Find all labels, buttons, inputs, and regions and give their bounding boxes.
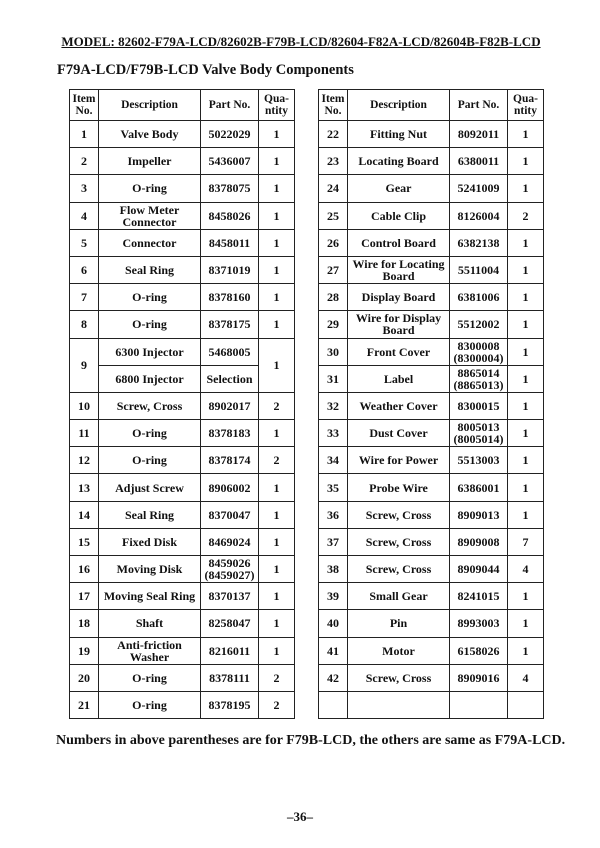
quantity: 1 — [259, 474, 295, 501]
quantity: 2 — [259, 664, 295, 691]
column-gap — [295, 202, 319, 229]
quantity: 1 — [259, 501, 295, 528]
part-number: 8458011 — [201, 229, 259, 256]
part-number — [450, 691, 508, 718]
quantity: 1 — [508, 121, 544, 148]
part-number: 8909008 — [450, 528, 508, 555]
quantity: 1 — [259, 229, 295, 256]
header-item-no: Item No. — [70, 90, 99, 121]
part-number: 8371019 — [201, 256, 259, 283]
item-number: 39 — [319, 583, 348, 610]
part-number: 8378195 — [201, 691, 259, 718]
description: Anti-friction Washer — [99, 637, 201, 664]
description: Locating Board — [348, 148, 450, 175]
part-number: 5513003 — [450, 447, 508, 474]
quantity: 1 — [508, 365, 544, 392]
part-number: Selection — [201, 365, 259, 392]
header-part-no: Part No. — [201, 90, 259, 121]
table-header-row — [70, 90, 544, 121]
table-row — [70, 256, 544, 283]
column-gap — [295, 556, 319, 583]
quantity — [508, 691, 544, 718]
description: Screw, Cross — [348, 664, 450, 691]
quantity: 7 — [508, 528, 544, 555]
description: Fixed Disk — [99, 528, 201, 555]
table-row — [70, 610, 544, 637]
description: Display Board — [348, 284, 450, 311]
item-number: 23 — [319, 148, 348, 175]
quantity: 1 — [508, 148, 544, 175]
quantity: 4 — [508, 556, 544, 583]
item-number — [319, 691, 348, 718]
quantity: 1 — [508, 229, 544, 256]
quantity: 1 — [508, 175, 544, 202]
part-number: 8909013 — [450, 501, 508, 528]
item-number: 13 — [70, 474, 99, 501]
quantity: 1 — [508, 338, 544, 365]
description: Front Cover — [348, 338, 450, 365]
item-number: 28 — [319, 284, 348, 311]
part-number: 8241015 — [450, 583, 508, 610]
table-row — [70, 121, 544, 148]
quantity: 1 — [508, 256, 544, 283]
table-row — [70, 556, 544, 583]
item-number: 18 — [70, 610, 99, 637]
description: Pin — [348, 610, 450, 637]
table-row — [70, 229, 544, 256]
table-row — [70, 691, 544, 718]
quantity: 1 — [508, 284, 544, 311]
item-number: 15 — [70, 528, 99, 555]
description: O-ring — [99, 175, 201, 202]
description: Impeller — [99, 148, 201, 175]
part-number: 8902017 — [201, 392, 259, 419]
column-gap — [295, 90, 319, 121]
item-number: 30 — [319, 338, 348, 365]
part-number: 5468005 — [201, 338, 259, 365]
quantity: 2 — [259, 447, 295, 474]
description: Dust Cover — [348, 420, 450, 447]
column-gap — [295, 474, 319, 501]
part-number: 8370047 — [201, 501, 259, 528]
description: O-ring — [99, 284, 201, 311]
part-number: 8300008 (8300004) — [450, 338, 508, 365]
column-gap — [295, 610, 319, 637]
column-gap — [295, 284, 319, 311]
description: Screw, Cross — [348, 528, 450, 555]
table-row — [70, 365, 544, 392]
item-number: 26 — [319, 229, 348, 256]
quantity: 1 — [508, 474, 544, 501]
part-number: 5436007 — [201, 148, 259, 175]
item-number: 14 — [70, 501, 99, 528]
quantity: 1 — [508, 420, 544, 447]
quantity: 4 — [508, 664, 544, 691]
part-number: 5022029 — [201, 121, 259, 148]
part-number: 8378174 — [201, 447, 259, 474]
column-gap — [295, 583, 319, 610]
part-number: 6381006 — [450, 284, 508, 311]
item-number: 6 — [70, 256, 99, 283]
components-table — [69, 89, 544, 719]
column-gap — [295, 691, 319, 718]
item-number: 25 — [319, 202, 348, 229]
quantity: 1 — [259, 148, 295, 175]
table-row — [70, 148, 544, 175]
item-number: 4 — [70, 202, 99, 229]
description: O-ring — [99, 420, 201, 447]
column-gap — [295, 501, 319, 528]
column-gap — [295, 365, 319, 392]
table-row — [70, 284, 544, 311]
column-gap — [295, 392, 319, 419]
description: Adjust Screw — [99, 474, 201, 501]
item-number: 33 — [319, 420, 348, 447]
item-number: 19 — [70, 637, 99, 664]
column-gap — [295, 175, 319, 202]
quantity: 2 — [259, 691, 295, 718]
description: Probe Wire — [348, 474, 450, 501]
quantity: 1 — [259, 528, 295, 555]
quantity: 1 — [259, 610, 295, 637]
table-row — [70, 338, 544, 365]
column-gap — [295, 528, 319, 555]
part-number: 8370137 — [201, 583, 259, 610]
item-number: 10 — [70, 392, 99, 419]
item-number: 22 — [319, 121, 348, 148]
part-number: 5511004 — [450, 256, 508, 283]
item-number: 20 — [70, 664, 99, 691]
description: Valve Body — [99, 121, 201, 148]
part-number: 8378111 — [201, 664, 259, 691]
quantity: 1 — [259, 202, 295, 229]
item-number: 8 — [70, 311, 99, 338]
item-number: 31 — [319, 365, 348, 392]
quantity: 1 — [508, 392, 544, 419]
part-number: 8378175 — [201, 311, 259, 338]
item-number: 16 — [70, 556, 99, 583]
part-number: 6382138 — [450, 229, 508, 256]
header-description: Description — [348, 90, 450, 121]
description: Weather Cover — [348, 392, 450, 419]
quantity: 1 — [259, 637, 295, 664]
item-number: 7 — [70, 284, 99, 311]
quantity: 1 — [259, 175, 295, 202]
description: 6800 Injector — [99, 365, 201, 392]
column-gap — [295, 420, 319, 447]
item-number: 3 — [70, 175, 99, 202]
part-number: 8300015 — [450, 392, 508, 419]
part-number: 5512002 — [450, 311, 508, 338]
column-gap — [295, 338, 319, 365]
part-number: 8458026 — [201, 202, 259, 229]
table-row — [70, 202, 544, 229]
quantity: 1 — [508, 311, 544, 338]
column-gap — [295, 311, 319, 338]
part-number: 8469024 — [201, 528, 259, 555]
part-number: 8092011 — [450, 121, 508, 148]
part-number: 8378183 — [201, 420, 259, 447]
part-number: 8258047 — [201, 610, 259, 637]
quantity: 2 — [508, 202, 544, 229]
description: Fitting Nut — [348, 121, 450, 148]
description: O-ring — [99, 664, 201, 691]
part-number: 6380011 — [450, 148, 508, 175]
quantity: 1 — [259, 284, 295, 311]
table-row — [70, 420, 544, 447]
description: Cable Clip — [348, 202, 450, 229]
quantity: 1 — [259, 311, 295, 338]
quantity: 1 — [508, 610, 544, 637]
item-number: 41 — [319, 637, 348, 664]
item-number: 38 — [319, 556, 348, 583]
quantity: 1 — [259, 121, 295, 148]
table-row — [70, 528, 544, 555]
quantity: 1 — [259, 583, 295, 610]
column-gap — [295, 229, 319, 256]
item-number: 11 — [70, 420, 99, 447]
quantity: 1 — [259, 420, 295, 447]
item-number: 37 — [319, 528, 348, 555]
description: Label — [348, 365, 450, 392]
item-number: 12 — [70, 447, 99, 474]
description — [348, 691, 450, 718]
part-number: 8865014 (8865013) — [450, 365, 508, 392]
description: O-ring — [99, 691, 201, 718]
table-row — [70, 501, 544, 528]
item-number: 35 — [319, 474, 348, 501]
table-row — [70, 583, 544, 610]
description: Moving Disk — [99, 556, 201, 583]
description: Seal Ring — [99, 256, 201, 283]
table-row — [70, 664, 544, 691]
table-row — [70, 474, 544, 501]
item-number: 17 — [70, 583, 99, 610]
header-part-no: Part No. — [450, 90, 508, 121]
description: Control Board — [348, 229, 450, 256]
quantity: 1 — [508, 637, 544, 664]
table-row — [70, 637, 544, 664]
part-number: 8906002 — [201, 474, 259, 501]
quantity: 1 — [508, 501, 544, 528]
part-number: 8378075 — [201, 175, 259, 202]
item-number: 9 — [70, 338, 99, 392]
part-number: 5241009 — [450, 175, 508, 202]
item-number: 2 — [70, 148, 99, 175]
part-number: 6158026 — [450, 637, 508, 664]
column-gap — [295, 121, 319, 148]
header-description: Description — [99, 90, 201, 121]
section-title: F79A-LCD/F79B-LCD Valve Body Components — [57, 62, 354, 78]
column-gap — [295, 256, 319, 283]
item-number: 42 — [319, 664, 348, 691]
description: Moving Seal Ring — [99, 583, 201, 610]
item-number: 36 — [319, 501, 348, 528]
column-gap — [295, 148, 319, 175]
description: O-ring — [99, 447, 201, 474]
quantity: 2 — [259, 392, 295, 419]
column-gap — [295, 637, 319, 664]
description: Shaft — [99, 610, 201, 637]
item-number: 27 — [319, 256, 348, 283]
item-number: 21 — [70, 691, 99, 718]
part-number: 8993003 — [450, 610, 508, 637]
model-header: MODEL: 82602-F79A-LCD/82602B-F79B-LCD/82604-F82A-LCD/82604B-F82B-LCD — [61, 34, 541, 49]
part-number: 6386001 — [450, 474, 508, 501]
item-number: 32 — [319, 392, 348, 419]
description: Connector — [99, 229, 201, 256]
part-number: 8378160 — [201, 284, 259, 311]
description: Wire for Display Board — [348, 311, 450, 338]
item-number: 40 — [319, 610, 348, 637]
table-row — [70, 447, 544, 474]
description: Screw, Cross — [348, 501, 450, 528]
description: Wire for Locating Board — [348, 256, 450, 283]
part-number: 8909016 — [450, 664, 508, 691]
table-row — [70, 311, 544, 338]
description: Flow Meter Connector — [99, 202, 201, 229]
footnote: Numbers in above parentheses are for F79B-LCD, the others are same as F79A-LCD. — [56, 733, 566, 748]
description: Gear — [348, 175, 450, 202]
description: Small Gear — [348, 583, 450, 610]
item-number: 29 — [319, 311, 348, 338]
quantity: 1 — [259, 256, 295, 283]
description: Wire for Power — [348, 447, 450, 474]
header-quantity: Qua-ntity — [259, 90, 295, 121]
column-gap — [295, 664, 319, 691]
quantity: 1 — [508, 447, 544, 474]
description: Motor — [348, 637, 450, 664]
page-number: –36– — [287, 809, 313, 824]
description: 6300 Injector — [99, 338, 201, 365]
quantity: 1 — [259, 556, 295, 583]
description: O-ring — [99, 311, 201, 338]
description: Seal Ring — [99, 501, 201, 528]
part-number: 8126004 — [450, 202, 508, 229]
header-quantity: Qua-ntity — [508, 90, 544, 121]
part-number: 8216011 — [201, 637, 259, 664]
table-row — [70, 175, 544, 202]
part-number: 8005013 (8005014) — [450, 420, 508, 447]
description: Screw, Cross — [99, 392, 201, 419]
column-gap — [295, 447, 319, 474]
part-number: 8909044 — [450, 556, 508, 583]
item-number: 24 — [319, 175, 348, 202]
item-number: 1 — [70, 121, 99, 148]
description: Screw, Cross — [348, 556, 450, 583]
part-number: 8459026 (8459027) — [201, 556, 259, 583]
table-row — [70, 392, 544, 419]
item-number: 5 — [70, 229, 99, 256]
item-number: 34 — [319, 447, 348, 474]
header-item-no: Item No. — [319, 90, 348, 121]
quantity: 1 — [508, 583, 544, 610]
quantity: 1 — [259, 338, 295, 392]
